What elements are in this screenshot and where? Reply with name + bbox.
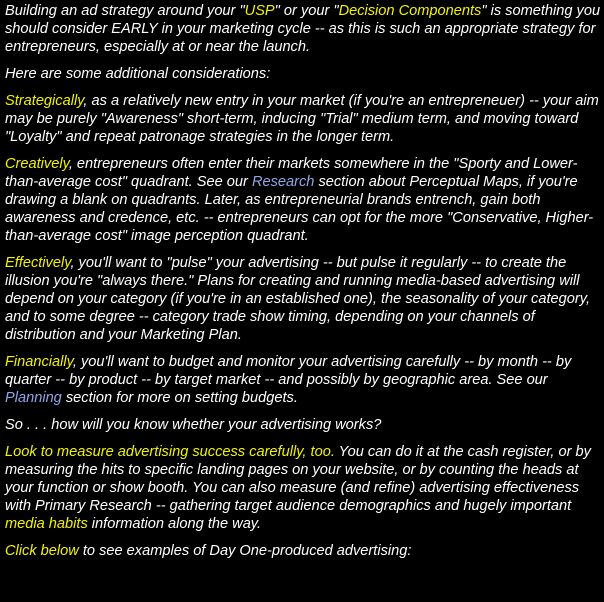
text: Here are some additional considerations: — [5, 66, 271, 82]
paragraph-financially — [5, 353, 604, 407]
paragraph-question — [5, 416, 604, 434]
strategically-term: Strategically — [5, 93, 84, 109]
text: , entrepreneurs often enter their markets somewhere in the "Sporty and Lower-than-average cost" quadrant. See our — [5, 156, 578, 190]
paragraph-considerations — [5, 65, 604, 83]
text: , you'll want to "pulse" your advertising -- but pulse it regularly -- to create the illusion you're "always there." Plans for creating and running media-based advertising will depend on your category (if you're in an established one), the seasonality of your category, and to some degree -- category trade show timing, depending on your channels of distribution and your Marketing Plan. — [5, 255, 590, 343]
effectively-term: Effectively — [5, 255, 71, 271]
text: So . . . how will you know whether your advertising works? — [5, 417, 382, 433]
text: " is something you should consider EARLY in your marketing cycle -- as this is such an appropriate strategy for entrepreneurs, especially at or near the launch. — [5, 3, 601, 55]
text: section for more on setting budgets. — [61, 390, 298, 406]
text: " or your " — [274, 3, 339, 19]
text: Building an ad strategy around your " — [5, 3, 245, 19]
click-below-link[interactable]: Click below — [5, 543, 79, 559]
media-habits-term: media habits — [5, 516, 88, 532]
usp-term: USP — [244, 3, 275, 19]
decision-components-term: Decision Components — [338, 3, 482, 19]
paragraph-click-below — [5, 542, 604, 560]
creatively-term: Creatively — [5, 156, 69, 172]
paragraph-effectively — [5, 254, 604, 344]
planning-link[interactable]: Planning — [5, 390, 62, 406]
financially-term: Financially — [5, 354, 73, 370]
text: to see examples of Day One-produced advertising: — [78, 543, 412, 559]
text: You can do it at the cash register, or by measuring the hits to specific landing pages on your website, or by counting the heads at your function or show booth. You can also measure (and refine) advertising effectiveness with Primary Research -- gathering target audience demographics and hugely important — [5, 444, 591, 514]
article-body — [5, 2, 604, 569]
paragraph-measure — [5, 443, 604, 533]
text: information along the way. — [87, 516, 262, 532]
text: , as a relatively new entry in your market (if you're an entrepreneuer) -- your aim may be purely "Awareness" short-term, inducing "Trial" medium term, and moving toward "Loyalty" and repeat patronage strategies in the longer term. — [5, 93, 599, 145]
paragraph-usp — [5, 2, 604, 56]
text: section about Perceptual Maps, if you're drawing a blank on quadrants. Later, as entrepreneurial brands entrench, gain both awareness and credence, etc. -- entrepreneurs can opt for the more "Conservative, Higher-than-average cost" image perception quadrant. — [5, 174, 594, 244]
paragraph-creatively — [5, 155, 604, 245]
text: , you'll want to budget and monitor your advertising carefully -- by month -- by quarter -- by product -- by target market -- and possibly by geographic area. See our — [5, 354, 572, 388]
paragraph-strategically — [5, 92, 604, 146]
research-link[interactable]: Research — [251, 174, 315, 190]
measure-term: Look to measure advertising success carefully, too. — [5, 444, 335, 460]
